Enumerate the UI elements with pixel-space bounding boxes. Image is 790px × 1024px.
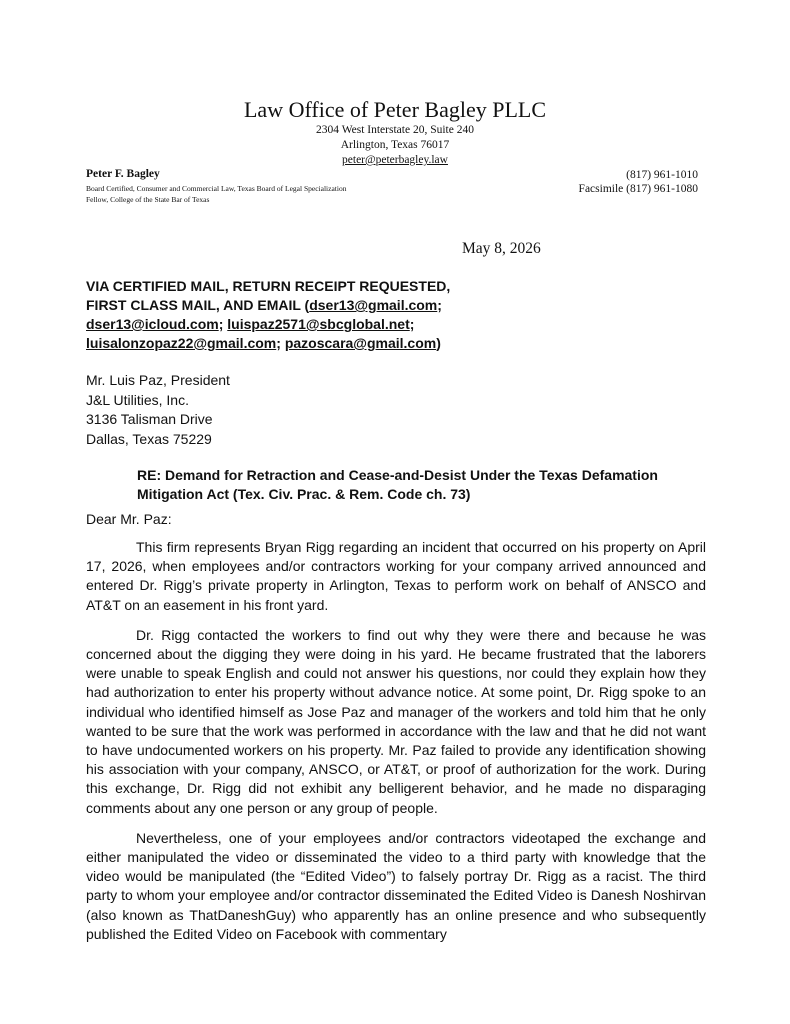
firm-phone: (817) 961-1010 <box>626 169 698 181</box>
body-paragraph-1: This firm represents Bryan Rigg regarding an incident that occurred on his property on April 17, 2026, when employees and/or contractors working for your company arrived announced and entered Dr. Rigg’s private property in Arlington, Texas to perform work on behalf of ANSCO and AT&T on an easement in his front yard. <box>86 539 706 613</box>
attorney-credential-1: Board Certified, Consumer and Commercial Law, Texas Board of Legal Specialization <box>86 184 347 193</box>
salutation: Dear Mr. Paz: <box>86 511 172 527</box>
delivery-prefix: FIRST CLASS MAIL, AND EMAIL ( <box>86 297 310 313</box>
body-paragraph-3: Nevertheless, one of your employees and/or contractors videotaped the exchange and either manipulated the video or disseminated the video to a third party with knowledge that the video would be manipulated (the “Edited Video”) to falsely portray Dr. Rigg as a racist. The third party to whom your employee and/or contractor disseminated the Edited Video is Danesh Noshirvan (also known as ThatDaneshGuy) who apparently has an online presence and who subsequently published the Edited Video on Facebook with commentary <box>86 829 706 942</box>
recipient-name: Mr. Luis Paz, President <box>86 372 230 388</box>
body-paragraph-2: Dr. Rigg contacted the workers to find out why they were there and because he was concerned about the digging they were doing in his yard. He became frustrated that the laborers were unable to speak English and could not answer his questions, nor could they explain how they had authorization to enter his property without advance notice. At some point, Dr. Rigg spoke to an individual who identified himself as Jose Paz and manager of the workers and told him that he only wanted to be sure that the work was performed in accordance with the law and that he did not want to have undocumented workers on his property. Mr. Paz failed to provide any identification showing his association with your company, ANSCO, or AT&T, or proof of authorization for the work. During this exchange, Dr. Rigg did not exhibit any belligerent behavior, and he made no disparaging comments about any one person or any group of people. <box>86 626 706 816</box>
delivery-line4: luisalonzopaz22@gmail.com; pazoscara@gmail.com) <box>86 335 441 351</box>
delivery-line3: dser13@icloud.com; luispaz2571@sbcglobal.net; <box>86 316 415 332</box>
firm-address-line1: 2304 West Interstate 20, Suite 240 <box>316 124 474 136</box>
letter-date: May 8, 2026 <box>462 240 541 257</box>
delivery-line2: FIRST CLASS MAIL, AND EMAIL (dser13@gmail.com; <box>86 297 442 313</box>
firm-name: Law Office of Peter Bagley PLLC <box>243 97 546 122</box>
delivery-method <box>86 277 706 353</box>
firm-address-line2: Arlington, Texas 76017 <box>340 139 450 151</box>
re-line: RE: Demand for Retraction and Cease-and-Desist Under the Texas Defamation Mitigation Act (Tex. Civ. Prac. & Rem. Code ch. 73) <box>137 467 658 502</box>
recipient-city: Dallas, Texas 75229 <box>86 430 212 447</box>
email-link[interactable]: dser13@gmail.com <box>309 297 438 313</box>
email-link[interactable]: dser13@icloud.com <box>86 316 219 332</box>
firm-fax: Facsimile (817) 961-1080 <box>578 183 698 195</box>
recipient-street: 3136 Talisman Drive <box>86 411 213 427</box>
email-link[interactable]: luisalonzopaz22@gmail.com <box>86 335 277 351</box>
email-link[interactable]: pazoscara@gmail.com <box>284 335 437 351</box>
recipient-company: J&L Utilities, Inc. <box>86 391 189 408</box>
letter-body <box>86 538 706 955</box>
recipient-address <box>86 371 230 449</box>
firm-email-link[interactable]: peter@peterbagley.law <box>342 154 448 166</box>
email-link[interactable]: luispaz2571@sbcglobal.net <box>227 316 410 332</box>
attorney-credential-2: Fellow, College of the State Bar of Texas <box>86 195 210 204</box>
delivery-closing: ) <box>436 335 441 351</box>
delivery-line1: VIA CERTIFIED MAIL, RETURN RECEIPT REQUESTED, <box>86 278 451 294</box>
attorney-name: Peter F. Bagley <box>86 168 160 180</box>
